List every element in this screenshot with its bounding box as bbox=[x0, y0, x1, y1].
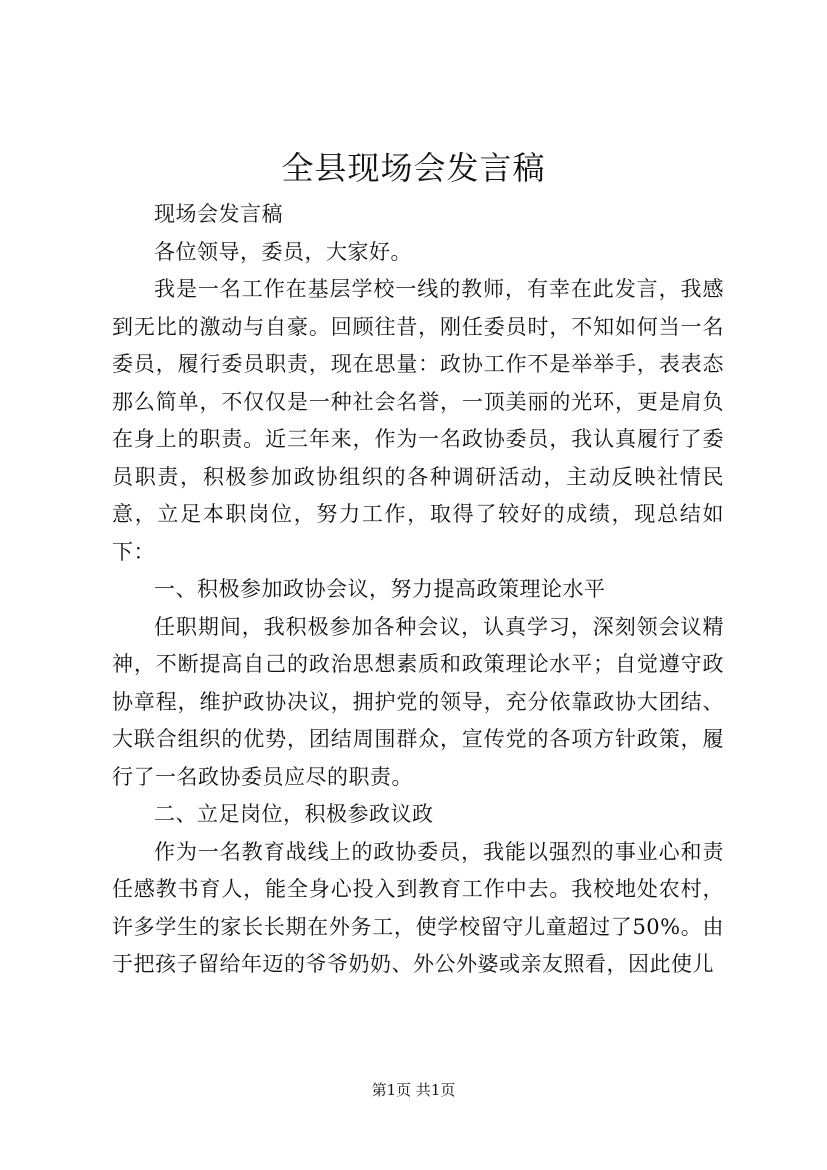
paragraph-intro: 我是一名工作在基层学校一线的教师，有幸在此发言，我感到无比的激动与自豪。回顾往昔，刚任委员时，不知如何当一名委员，履行委员职责，现在思量：政协工作不是举举手，表表态那么简单，不仅仅是一种社会名誉，一顶美丽的光环，更是肩负在身上的职责。近三年来，作为一名政协委员，我认真履行了委员职责，积极参加政协组织的各种调研活动，主动反映社情民意，立足本职岗位，努力工作，取得了较好的成绩，现总结如下： bbox=[112, 277, 724, 564]
paragraph-greeting: 各位领导，委员，大家好。 bbox=[154, 239, 412, 264]
page-footer: 第1页 共1页 bbox=[371, 1081, 456, 1099]
document-body bbox=[112, 196, 724, 984]
paragraph-subtitle: 现场会发言稿 bbox=[154, 202, 283, 226]
section-heading-1: 一、积极参加政协会议，努力提高政策理论水平 bbox=[154, 577, 606, 601]
document-title: 全县现场会发言稿 bbox=[281, 149, 546, 187]
paragraph-section-2: 作为一名教育战线上的政协委员，我能以强烈的事业心和责任感教书育人，能全身心投入到教育工作中去。我校地处农村，许多学生的家长长期在外务工，使学校留守儿童超过了50%。由于把孩子留给年迈的爷爷奶奶、外公外婆或亲友照看，因此使儿 bbox=[112, 839, 724, 976]
paragraph-section-1: 任职期间，我积极参加各种会议，认真学习，深刻领会议精神，不断提高自己的政治思想素质和政策理论水平；自觉遵守政协章程，维护政协决议，拥护党的领导，充分依靠政协大团结、大联合组织的优势，团结周围群众，宣传党的各项方针政策，履行了一名政协委员应尽的职责。 bbox=[112, 614, 724, 789]
section-heading-2: 二、立足岗位，积极参政议政 bbox=[154, 802, 434, 826]
